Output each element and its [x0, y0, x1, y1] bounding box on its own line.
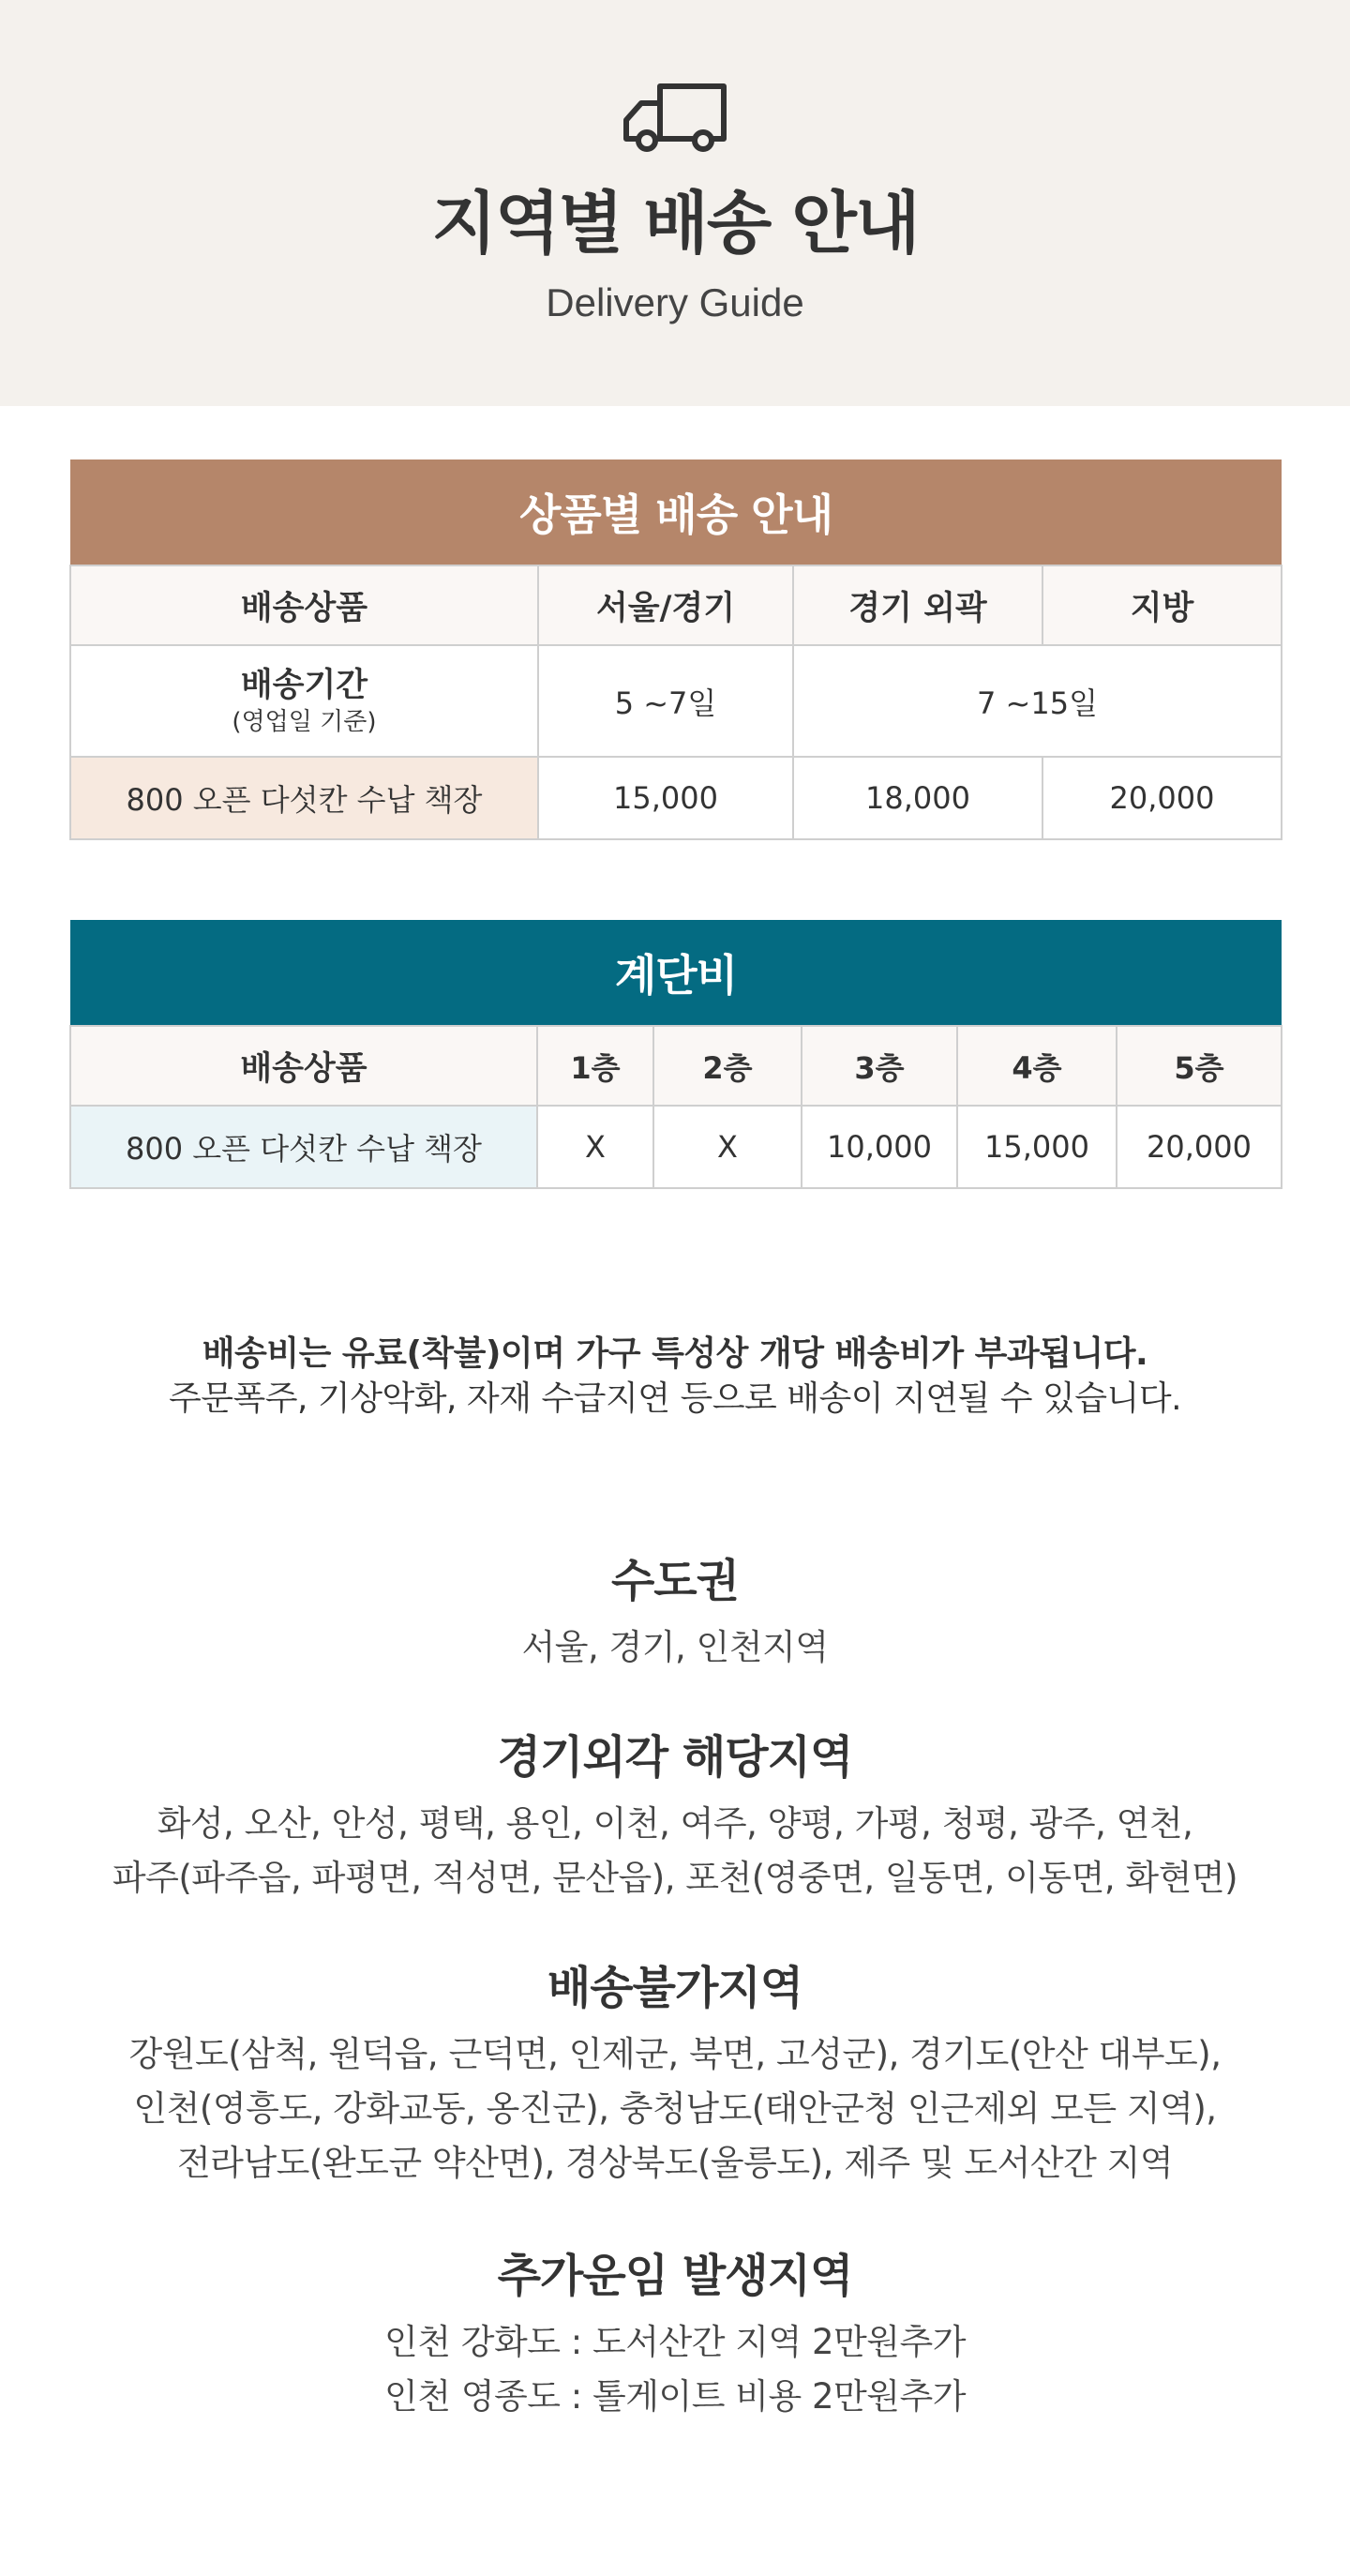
fee-cell: 15,000 [538, 757, 793, 839]
fee-cell: 20,000 [1042, 757, 1282, 839]
period-label: 배송기간 [240, 666, 368, 704]
region-line: 인천 강화도 : 도서산간 지역 2만원추가 [384, 2322, 966, 2362]
period-value: 7 ~15일 [793, 645, 1282, 757]
period-note: (영업일 기준) [232, 707, 377, 736]
region-line: 강원도(삼척, 원덕읍, 근덕면, 인제군, 북면, 고성군), 경기도(안산 대부도), [128, 2034, 1222, 2074]
column-header: 서울/경기 [538, 565, 793, 645]
column-header: 배송상품 [70, 565, 538, 645]
region-line: 인천(영흥도, 강화교동, 옹진군), 충청남도(태안군청 인근제외 모든 지역), [133, 2088, 1217, 2129]
region-line: 인천 영종도 : 톨게이트 비용 2만원추가 [384, 2376, 966, 2417]
region-line: 전라남도(완도군 약산면), 경상북도(울릉도), 제주 및 도서산간 지역 [176, 2143, 1174, 2183]
column-header: 5층 [1117, 1026, 1282, 1106]
region-extra-fee [0, 2246, 1350, 2424]
page-title: 지역별 배송 안내 [431, 184, 919, 263]
fee-cell: 20,000 [1117, 1106, 1282, 1188]
fee-cell: 15,000 [957, 1106, 1117, 1188]
header-banner [0, 0, 1350, 406]
product-name: 800 오픈 다섯칸 수납 책장 [70, 757, 538, 839]
region-undeliverable [0, 1958, 1350, 2191]
region-line: 서울, 경기, 인천지역 [521, 1627, 829, 1667]
stairs-fee-table [69, 920, 1282, 1189]
fee-cell: X [653, 1106, 802, 1188]
notice-bold: 배송비는 유료(착불)이며 가구 특성상 개당 배송비가 부과됩니다. [202, 1334, 1148, 1373]
region-title: 배송불가지역 [547, 1962, 803, 2014]
column-header: 1층 [537, 1026, 653, 1106]
fee-cell: 18,000 [793, 757, 1042, 839]
notice-text: 주문폭주, 기상악화, 자재 수급지연 등으로 배송이 지연될 수 있습니다. [168, 1379, 1182, 1418]
region-title: 추가운임 발생지역 [497, 2250, 853, 2302]
region-line: 파주(파주읍, 파평면, 적성면, 문산읍), 포천(영중면, 일동면, 이동면, 화현면) [112, 1858, 1238, 1898]
column-header: 3층 [802, 1026, 957, 1106]
table-caption: 계단비 [70, 920, 1282, 1026]
table-caption: 상품별 배송 안내 [70, 459, 1282, 565]
column-header: 2층 [653, 1026, 802, 1106]
region-title: 수도권 [610, 1555, 740, 1607]
column-header: 지방 [1042, 565, 1282, 645]
column-header: 4층 [957, 1026, 1117, 1106]
region-gyeonggi-outer [0, 1727, 1350, 1906]
column-header: 경기 외곽 [793, 565, 1042, 645]
product-name: 800 오픈 다섯칸 수납 책장 [70, 1106, 537, 1188]
region-capital [0, 1551, 1350, 1675]
region-line: 화성, 오산, 안성, 평택, 용인, 이천, 여주, 양평, 가평, 청평, 광주, 연천, [157, 1803, 1193, 1844]
fee-cell: X [537, 1106, 653, 1188]
fee-cell: 10,000 [802, 1106, 957, 1188]
truck-icon [621, 79, 729, 156]
shipping-fee-table [69, 459, 1282, 840]
column-header: 배송상품 [70, 1026, 537, 1106]
period-value: 5 ~7일 [538, 645, 793, 757]
region-title: 경기외각 해당지역 [497, 1731, 853, 1784]
page-subtitle: Delivery Guide [546, 280, 804, 324]
period-cell [70, 645, 538, 757]
